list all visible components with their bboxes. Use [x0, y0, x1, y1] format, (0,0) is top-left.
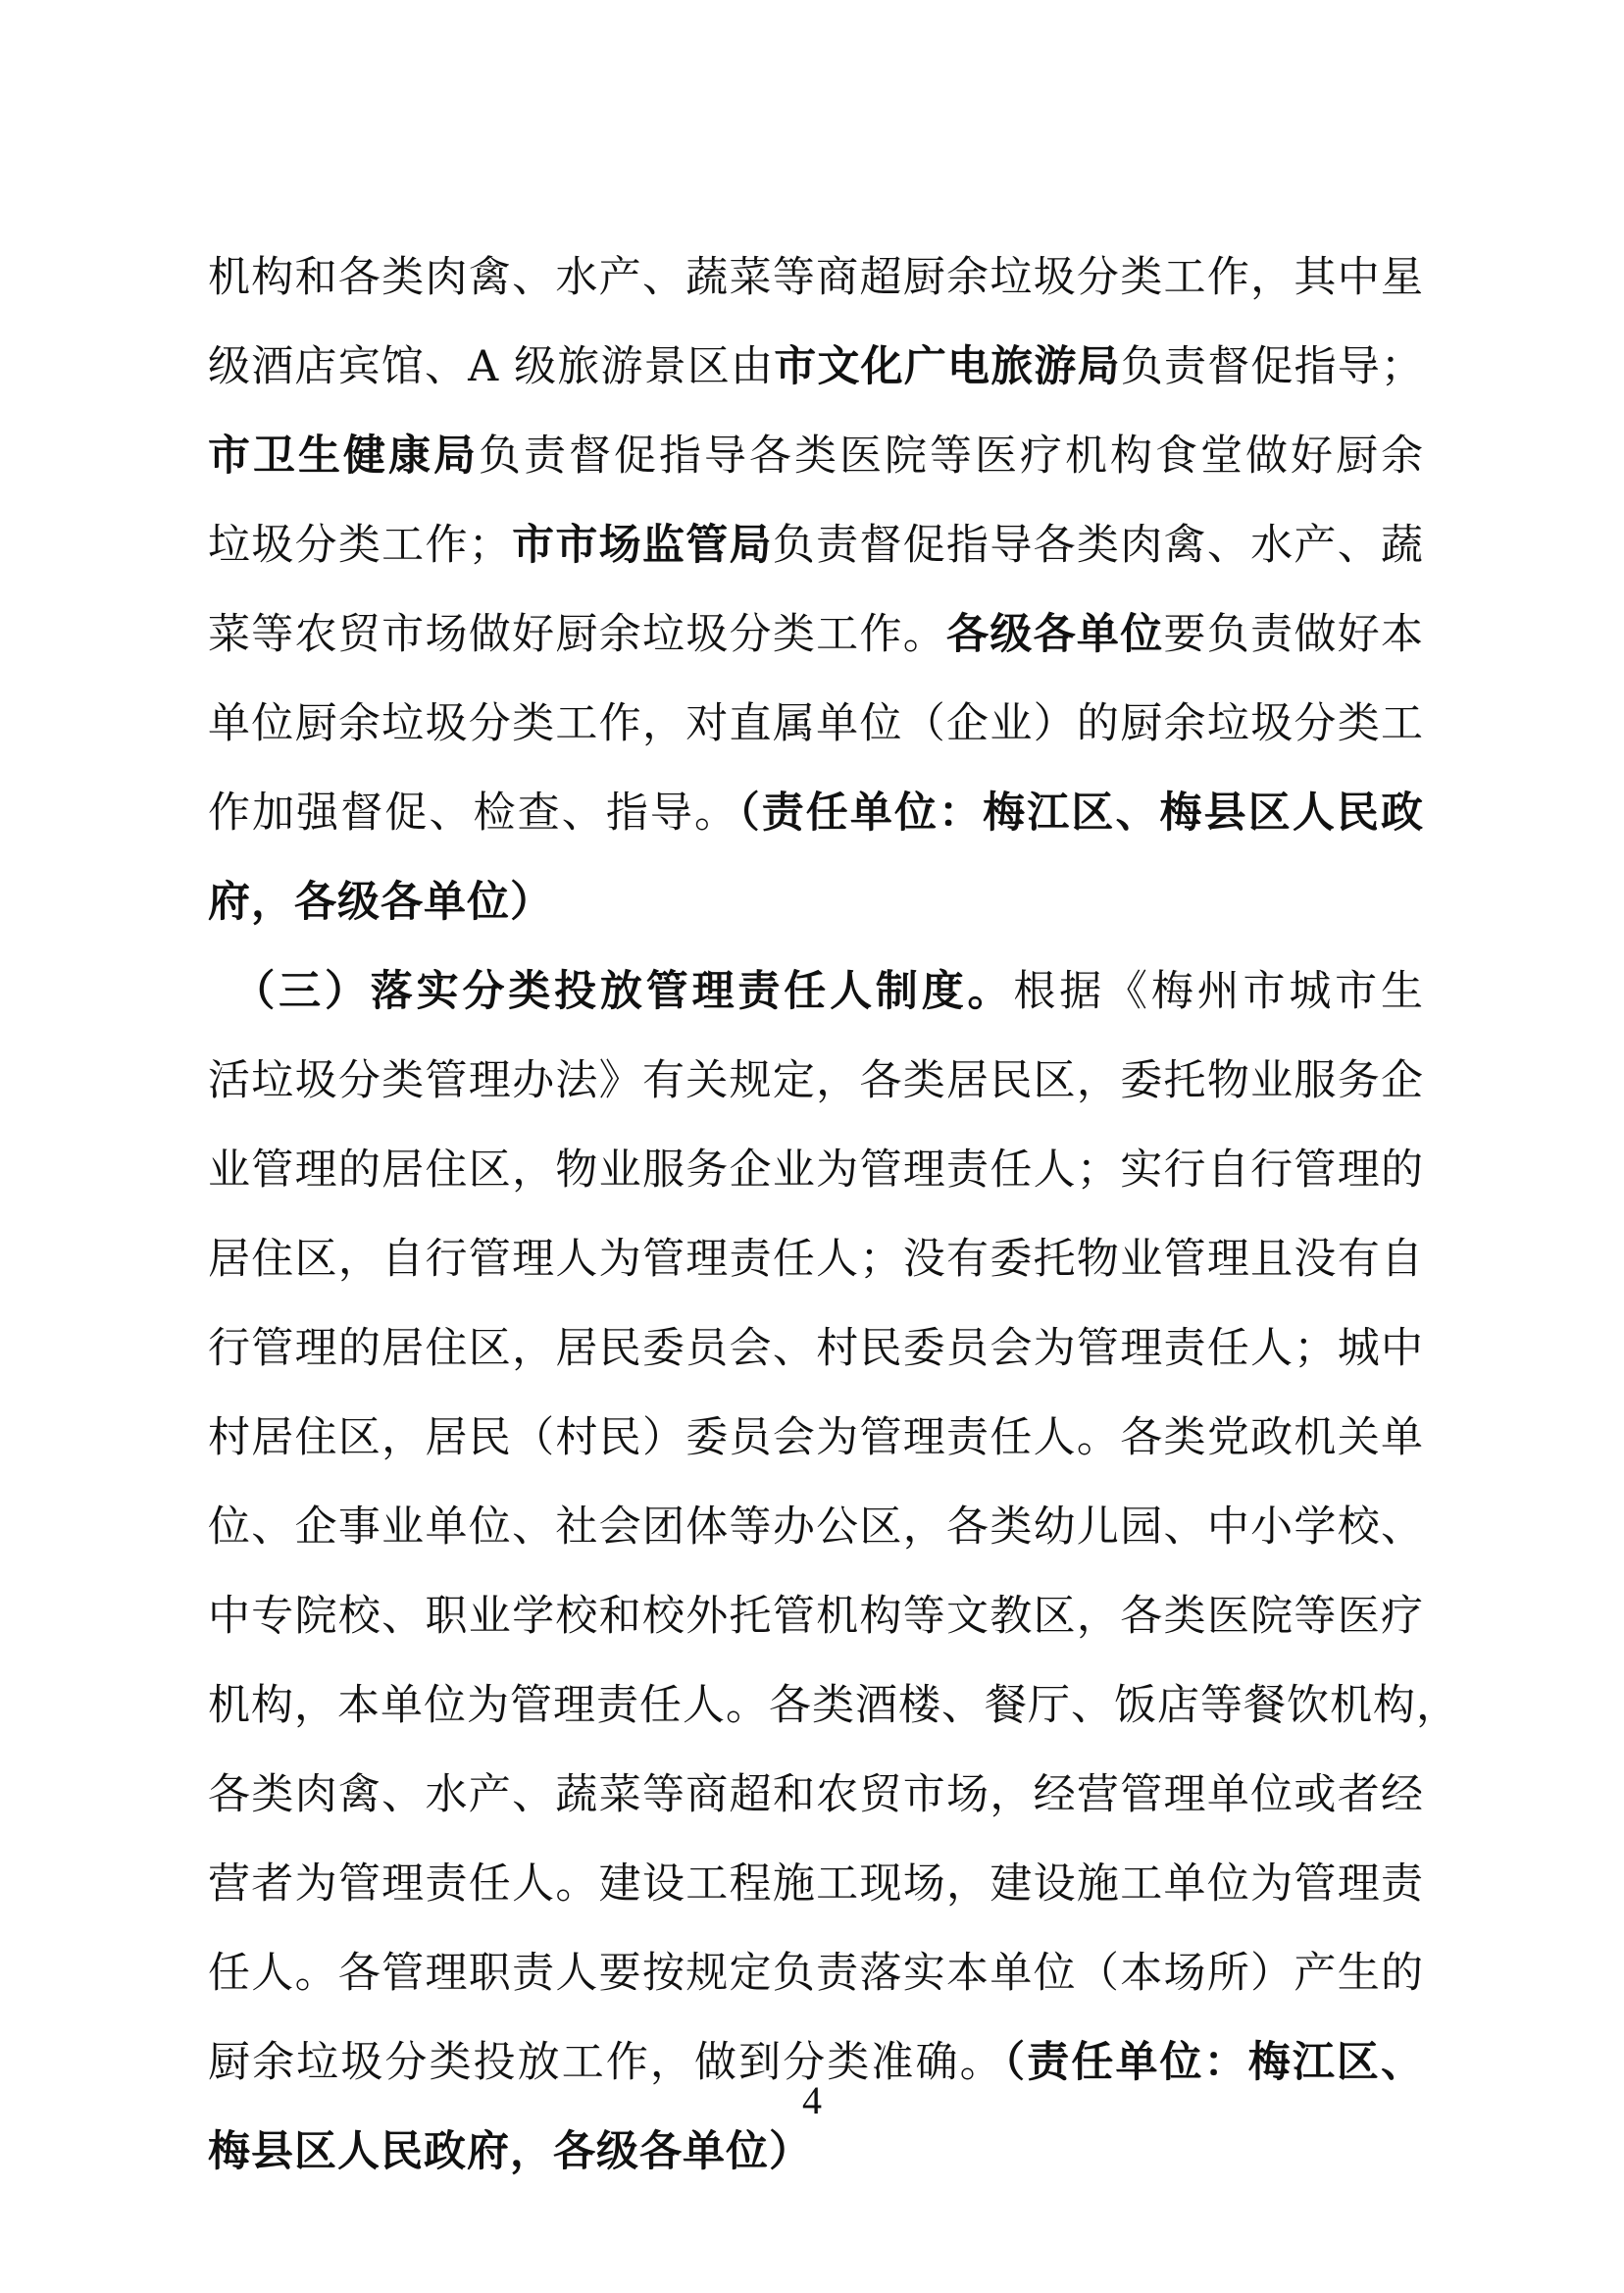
bold-text-segment: （责任单位：梅江区、 — [1003, 2038, 1425, 2087]
text-line — [208, 1304, 1424, 1394]
text-segment: 菜等农贸市场做好厨余垃圾分类工作。 — [208, 610, 947, 659]
text-line — [208, 680, 1424, 769]
bold-text-segment: （三）落实分类投放管理责任人制度。 — [208, 967, 1014, 1016]
text-segment: 业管理的居住区，物业服务企业为管理责任人；实行自行管理的 — [208, 1146, 1424, 1195]
text-segment: 负责督促指导各类医院等医疗机构食堂做好厨余 — [479, 432, 1424, 481]
text-segment: 居住区，自行管理人为管理责任人；没有委托物业管理且没有自 — [208, 1235, 1424, 1284]
bold-text-segment: （责任单位：梅江区、梅县区人民政 — [738, 789, 1425, 838]
text-line — [208, 590, 1424, 680]
text-line — [208, 1126, 1424, 1215]
bold-text-segment: 府，各级各单位） — [208, 878, 553, 927]
text-line — [208, 501, 1424, 590]
text-line — [208, 233, 1424, 323]
text-line — [208, 947, 1424, 1037]
text-segment: 营者为管理责任人。建设工程施工现场，建设施工单位为管理责 — [208, 1860, 1424, 1909]
bold-text-segment: 市卫生健康局 — [208, 432, 479, 481]
text-segment: 机构，本单位为管理责任人。各类酒楼、餐厅、饭店等餐饮机构， — [208, 1681, 1459, 1730]
text-segment: 要负责做好本 — [1163, 610, 1425, 659]
text-segment: 位、企事业单位、社会团体等办公区，各类幼儿园、中小学校、 — [208, 1503, 1424, 1552]
text-line — [208, 769, 1424, 858]
text-line — [208, 1037, 1424, 1126]
bold-text-segment: 各级各单位 — [946, 610, 1164, 659]
bold-text-segment: 梅县区人民政府，各级各单位） — [208, 2127, 812, 2176]
bold-text-segment: 市文化广电旅游局 — [774, 342, 1121, 391]
text-line — [208, 1572, 1424, 1661]
text-segment: 中专院校、职业学校和校外托管机构等文教区，各类医院等医疗 — [208, 1592, 1424, 1641]
text-line — [208, 1215, 1424, 1304]
text-line — [208, 858, 1424, 947]
text-segment: 村居住区，居民（村民）委员会为管理责任人。各类党政机关单 — [208, 1413, 1424, 1462]
text-segment: 垃圾分类工作； — [208, 521, 512, 570]
text-segment: 作加强督促、检查、指导。 — [208, 789, 739, 838]
text-segment: 各类肉禽、水产、蔬菜等商超和农贸市场，经营管理单位或者经 — [208, 1770, 1424, 1819]
text-line — [208, 1483, 1424, 1572]
text-segment: 机构和各类肉禽、水产、蔬菜等商超厨余垃圾分类工作，其中星 — [208, 253, 1424, 302]
text-segment: 活垃圾分类管理办法》有关规定，各类居民区，委托物业服务企 — [208, 1056, 1424, 1105]
text-line — [208, 323, 1424, 412]
text-segment: 任人。各管理职责人要按规定负责落实本单位（本场所）产生的 — [208, 1949, 1424, 1998]
text-line — [208, 1661, 1459, 1751]
bold-text-segment: 市市场监管局 — [511, 521, 773, 570]
page-number: 4 — [802, 2078, 822, 2122]
document-body — [208, 233, 1459, 2197]
text-line — [208, 1751, 1424, 1840]
text-line — [208, 1840, 1424, 1929]
text-segment: 负责督促指导各类肉禽、水产、蔬 — [772, 521, 1425, 570]
text-segment: 单位厨余垃圾分类工作，对直属单位（企业）的厨余垃圾分类工 — [208, 699, 1424, 748]
text-segment: 行管理的居住区，居民委员会、村民委员会为管理责任人；城中 — [208, 1324, 1424, 1373]
text-line — [208, 1929, 1424, 2018]
text-line — [208, 412, 1424, 501]
text-segment: 根据《梅州市城市生 — [1013, 967, 1425, 1016]
text-line — [208, 1394, 1424, 1483]
text-segment: 厨余垃圾分类投放工作，做到分类准确。 — [208, 2038, 1004, 2087]
text-segment: 级酒店宾馆、A 级旅游景区由 — [208, 342, 775, 391]
text-segment: 负责督促指导； — [1120, 342, 1424, 391]
